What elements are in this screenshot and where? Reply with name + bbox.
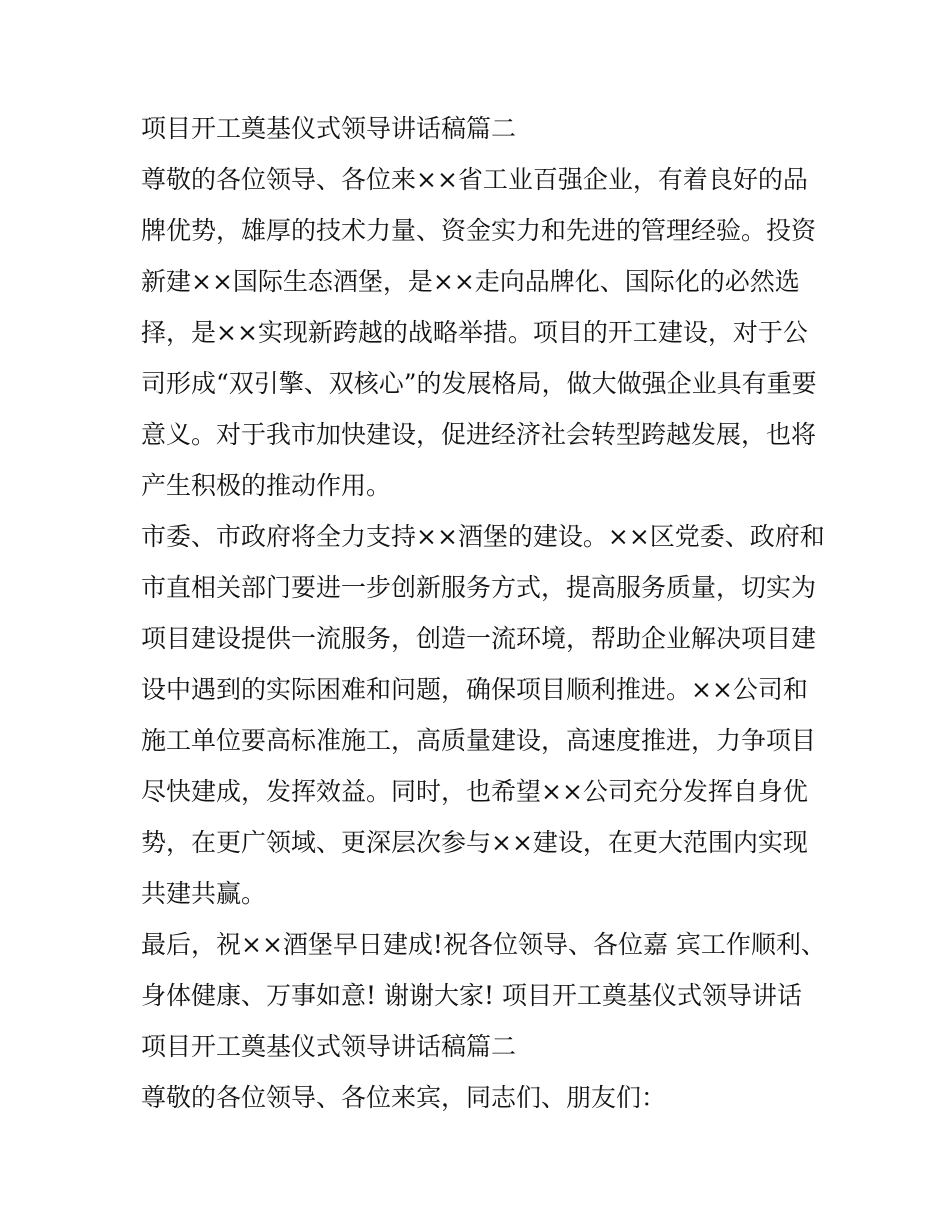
- text-line: 尽快建成，发挥效益。同时，也希望××公司充分发挥自身优: [141, 777, 808, 806]
- text-line: 项目建设提供一流服务，创造一流环境，帮助企业解决项目建: [141, 624, 817, 653]
- text-line: 产生积极的推动作用。: [141, 471, 392, 500]
- text-line: 牌优势，雄厚的技术力量、资金实力和先进的管理经验。投资: [141, 216, 817, 245]
- text-line: 身体健康、万事如意! 谢谢大家! 项目开工奠基仪式领导讲话: [141, 981, 802, 1010]
- text-line: 设中遇到的实际困难和问题，确保项目顺利推进。××公司和: [141, 675, 808, 704]
- text-line: 市直相关部门要进一步创新服务方式，提高服务质量，切实为: [141, 573, 817, 602]
- document-body: [141, 103, 826, 1123]
- text-line: 施工单位要高标准施工，高质量建设，高速度推进，力争项目: [141, 726, 817, 755]
- text-line: 新建××国际生态酒堡，是××走向品牌化、国际化的必然选: [141, 267, 800, 296]
- text-line: 最后，祝××酒堡早日建成!祝各位领导、各位嘉 宾工作顺利、: [141, 930, 826, 959]
- text-line: 尊敬的各位领导、各位来××省工业百强企业，有着良好的品: [141, 165, 808, 194]
- text-line: 势，在更广领域、更深层次参与××建设，在更大范围内实现: [141, 828, 808, 857]
- text-line: 市委、市政府将全力支持××酒堡的建设。××区党委、政府和: [141, 522, 825, 551]
- section-heading: 项目开工奠基仪式领导讲话稿篇二: [141, 1032, 517, 1061]
- text-line: 意义。对于我市加快建设，促进经济社会转型跨越发展，也将: [141, 420, 817, 449]
- document-title: 项目开工奠基仪式领导讲话稿篇二: [141, 114, 517, 143]
- text-line: 尊敬的各位领导、各位来宾，同志们、朋友们：: [141, 1083, 667, 1112]
- text-line: 择，是××实现新跨越的战略举措。项目的开工建设，对于公: [141, 318, 808, 347]
- text-line: 共建共赢。: [141, 879, 267, 908]
- text-line: 司形成“双引擎、双核心”的发展格局，做大做强企业具有重要: [141, 369, 817, 398]
